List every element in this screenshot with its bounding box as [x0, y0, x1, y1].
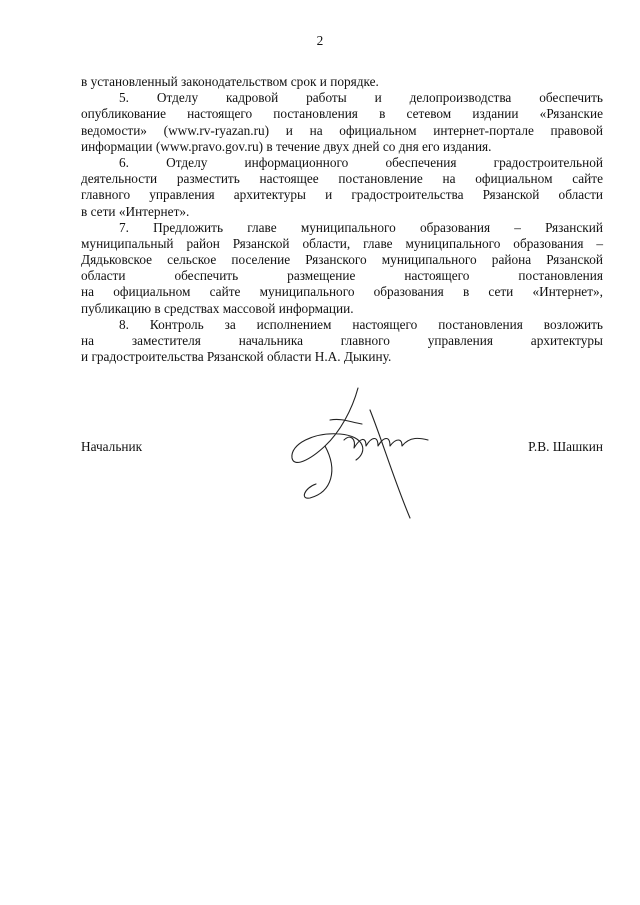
paragraph-6-first-line: 6. Отделу информационного обеспечения градостроительной [119, 154, 603, 170]
text-line: деятельности разместить настоящее постановление на официальном сайте [81, 171, 603, 187]
text-line: в сети «Интернет». [81, 203, 190, 219]
paragraph-8-first-line: 8. Контроль за исполнением настоящего постановления возложить [119, 316, 603, 332]
text-line: и градостроительства Рязанской области Н.А. Дыкину. [81, 349, 392, 365]
text-line: главного управления архитектуры и градостроительства Рязанской области [81, 187, 603, 203]
text-line: муниципальный район Рязанской области, главе муниципального образования – [81, 235, 603, 251]
page-number: 2 [316, 33, 324, 48]
paragraph-5-first-line: 5. Отделу кадровой работы и делопроизводства обеспечить [119, 90, 603, 106]
text-line: области обеспечить размещение настоящего постановления [81, 268, 603, 284]
signatory-title: Начальник [81, 439, 143, 454]
signatory-name: Р.В. Шашкин [528, 439, 603, 454]
text-line: информации (www.pravo.gov.ru) в течение двух дней со дня его издания. [81, 138, 492, 154]
text-line: в установленный законодательством срок и порядке. [81, 74, 379, 89]
document-body [81, 74, 603, 365]
text-line: на официальном сайте муниципального образования в сети «Интернет», [81, 284, 603, 300]
paragraph-7-first-line: 7. Предложить главе муниципального образования – Рязанский [119, 219, 603, 235]
text-line: на заместителя начальника главного управления архитектуры [81, 333, 603, 348]
signature-block [81, 439, 603, 455]
text-line: ведомости» (www.rv-ryazan.ru) и на официальном интернет-портале правовой [81, 122, 603, 138]
text-line: опубликование настоящего постановления в сетевом издании «Рязанские [81, 106, 603, 122]
handwritten-signature [270, 380, 460, 530]
text-line: Дядьковское сельское поселение Рязанского муниципального района Рязанской [81, 252, 603, 268]
text-line: публикацию в средствах массовой информации. [81, 300, 354, 316]
